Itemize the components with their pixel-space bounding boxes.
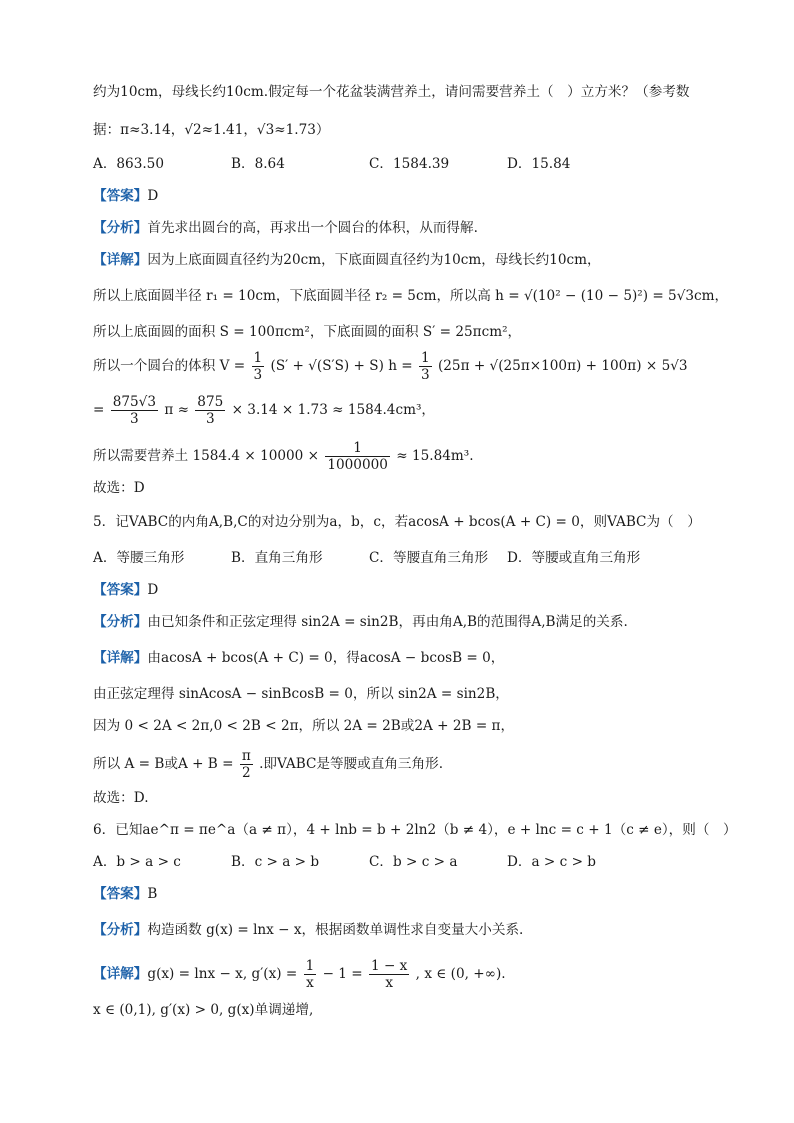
derivative-text: g(x) = lnx − x, g′(x) = (147, 966, 298, 982)
q4-option-d[interactable]: D．15.84 (507, 156, 571, 172)
q4-detail-4 (93, 350, 704, 383)
q6-stem: 6．已知ae^π = πe^a（a ≠ π），4 + lnb = b + 2ln2（b ≠ 4），e + lnc = c + 1（c ≠ e），则（ ） (93, 822, 737, 838)
volume-result: × 3.14 × 1.73 ≈ 1584.4cm³， (231, 402, 435, 418)
answer-tag: 【答案】 (93, 582, 148, 598)
q6-detail-2: x ∈ (0,1), g′(x) > 0, g(x)单调递增, (93, 1002, 314, 1018)
q4-stem-ref: 据：π≈3.14，√2≈1.41，√3≈1.73） (93, 122, 330, 138)
volume-substitution: (25π + √(25π×100π) + 100π) × 5√3 (437, 358, 688, 374)
q4-detail-3: 所以上底面圆的面积 S = 100πcm²，下底面圆的面积 S′ = 25πcm²， (93, 324, 522, 340)
answer-value: D (147, 582, 159, 598)
q4-analysis (93, 218, 704, 238)
q5-choose: 故选：D. (93, 790, 149, 806)
fraction-one-million: $\frac{1}{1000000}$ (327, 440, 388, 473)
q4-option-c[interactable]: C．1584.39 (369, 156, 450, 172)
detail-text: 由acosA + bcos(A + C) = 0，得acosA − bcosB = 0， (147, 650, 505, 666)
q4-option-b[interactable]: B．8.64 (231, 156, 285, 172)
q5-detail-2: 由正弦定理得 sinAcosA − sinBcosB = 0，所以 sin2A = sin2B， (93, 686, 509, 702)
q4-answer (93, 186, 704, 206)
analysis-tag: 【分析】 (93, 614, 148, 630)
soil-label: 所以需要营养土 1584.4 × 10000 × (93, 448, 320, 464)
q4-options (93, 154, 704, 174)
q6-option-b[interactable]: B．c > a > b (231, 854, 320, 870)
q6-option-a[interactable]: A．b > a > c (93, 854, 181, 870)
q5-detail-1 (93, 648, 704, 668)
q4-stem-cont: 约为10cm，母线长约10cm.假定每一个花盆装满营养土，请问需要营养土（ ）立方米？（参考数 (93, 84, 690, 100)
analysis-tag: 【分析】 (93, 922, 148, 938)
fraction-875-sqrt3: $\frac{875√3}{3}$ (112, 394, 156, 427)
pi-approx: π ≈ (164, 402, 189, 418)
domain-text: , x ∈ (0, +∞). (415, 966, 506, 982)
q6-options (93, 852, 704, 872)
answer-tag: 【答案】 (93, 886, 148, 902)
detail-tag: 【详解】 (93, 252, 148, 268)
q5-option-c[interactable]: C．等腰直角三角形 (369, 550, 489, 566)
q5-option-a[interactable]: A．等腰三角形 (93, 550, 185, 566)
q6-detail-1 (93, 958, 704, 991)
q5-stem: 5．记VABC的内角A,B,C的对边分别为a，b，c，若acosA + bcos(A + C) = 0，则VABC为（ ） (93, 514, 701, 530)
fraction-one-over-x: $\frac{1}{x}$ (305, 958, 315, 991)
volume-label: 所以一个圆台的体积 V = (93, 358, 246, 374)
analysis-text: 构造函数 g(x) = lnx − x，根据函数单调性求自变量大小关系. (147, 922, 524, 938)
answer-tag: 【答案】 (93, 188, 148, 204)
fraction-one-third: $\frac{1}{3}$ (253, 350, 263, 383)
q5-options (93, 548, 704, 568)
q5-answer (93, 580, 704, 600)
q4-detail-5 (93, 394, 704, 427)
q5-detail-4 (93, 748, 704, 781)
answer-value: B (147, 886, 158, 902)
q6-option-d[interactable]: D．a > c > b (507, 854, 596, 870)
fraction-pi-half: $\frac{\pi}{2}$ (241, 748, 251, 781)
q5-detail-3: 因为 0 < 2A < 2π,0 < 2B < 2π，所以 2A = 2B或2A + 2B = π， (93, 718, 515, 734)
fraction-one-minus-x: $\frac{1 - x}{x}$ (370, 958, 408, 991)
answer-value: D (147, 188, 159, 204)
q4-detail-2: 所以上底面圆半径 r₁ = 10cm，下底面圆半径 r₂ = 5cm，所以高 h = √(10² − (10 − 5)²) = 5√3cm， (93, 288, 729, 304)
detail-tag: 【详解】 (93, 966, 148, 982)
analysis-text: 首先求出圆台的高，再求出一个圆台的体积，从而得解. (147, 220, 478, 236)
soil-result: ≈ 15.84m³. (396, 448, 474, 464)
detail-tag: 【详解】 (93, 650, 148, 666)
fraction-875: $\frac{875}{3}$ (197, 394, 224, 427)
q6-analysis (93, 920, 704, 940)
volume-formula: (S′ + √(S′S) + S) h = (270, 358, 413, 374)
q5-option-d[interactable]: D．等腰或直角三角形 (507, 550, 641, 566)
detail-text: 因为上底面圆直径约为20cm，下底面圆直径约为10cm，母线长约10cm， (147, 252, 601, 268)
q5-analysis (93, 612, 704, 632)
fraction-one-third-2: $\frac{1}{3}$ (421, 350, 430, 383)
analysis-text: 由已知条件和正弦定理得 sin2A = sin2B，再由角A,B的范围得A,B满足的关系. (147, 614, 628, 630)
q5-option-b[interactable]: B．直角三角形 (231, 550, 323, 566)
q4-detail-6 (93, 440, 704, 473)
q6-option-c[interactable]: C．b > c > a (369, 854, 458, 870)
relation-text: 所以 A = B或A + B = (93, 756, 234, 772)
q6-answer (93, 884, 704, 904)
equals-sign: = (93, 402, 105, 418)
q4-detail-1 (93, 250, 704, 270)
derivative-minus: − 1 = (322, 966, 363, 982)
q4-option-a[interactable]: A．863.50 (93, 156, 164, 172)
conclusion-text: .即VABC是等腰或直角三角形. (259, 756, 444, 772)
q4-choose: 故选：D (93, 480, 145, 496)
analysis-tag: 【分析】 (93, 220, 148, 236)
